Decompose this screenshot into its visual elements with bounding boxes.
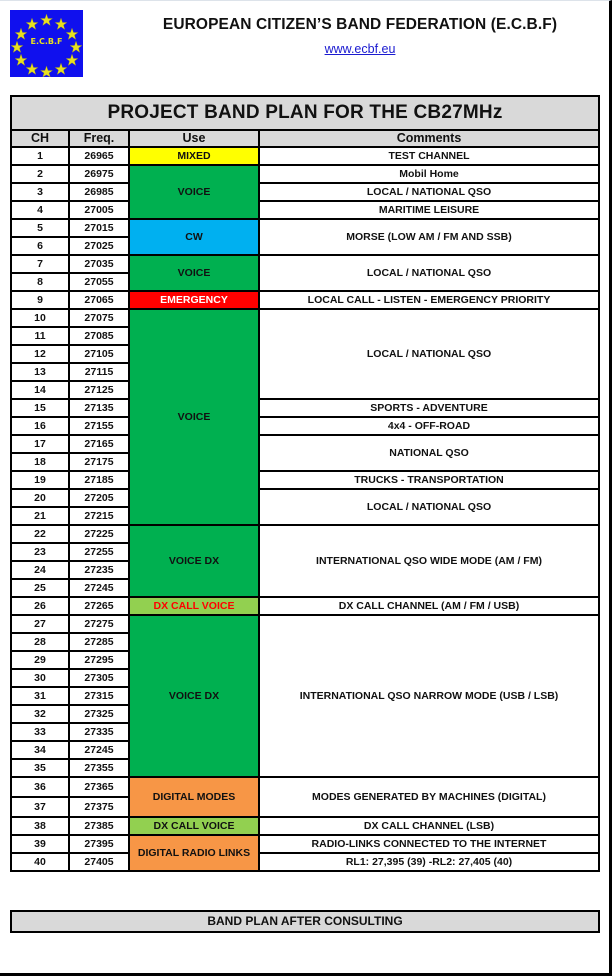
comment-cell: INTERNATIONAL QSO NARROW MODE (USB / LSB) [259, 615, 599, 777]
frequency-cell: 27175 [69, 453, 129, 471]
frequency-cell: 27305 [69, 669, 129, 687]
column-header-ch: CH [11, 130, 69, 147]
column-header-comments: Comments [259, 130, 599, 147]
comment-cell: LOCAL / NATIONAL QSO [259, 489, 599, 525]
channel-cell: 9 [11, 291, 69, 309]
frequency-cell: 27085 [69, 327, 129, 345]
frequency-cell: 27205 [69, 489, 129, 507]
comment-cell: SPORTS - ADVENTURE [259, 399, 599, 417]
table-row [11, 291, 599, 309]
frequency-cell: 27185 [69, 471, 129, 489]
table-title: PROJECT BAND PLAN FOR THE CB27MHz [11, 96, 599, 130]
frequency-cell: 27035 [69, 255, 129, 273]
frequency-cell: 27395 [69, 835, 129, 853]
table-row [11, 147, 599, 165]
comment-cell: MORSE (LOW AM / FM AND SSB) [259, 219, 599, 255]
use-cell: CW [129, 219, 259, 255]
channel-cell: 23 [11, 543, 69, 561]
table-row [11, 435, 599, 453]
frequency-cell: 27275 [69, 615, 129, 633]
frequency-cell: 27155 [69, 417, 129, 435]
frequency-cell: 27375 [69, 797, 129, 817]
frequency-cell: 27285 [69, 633, 129, 651]
table-row [11, 777, 599, 797]
comment-cell: LOCAL CALL - LISTEN - EMERGENCY PRIORITY [259, 291, 599, 309]
table-row [11, 399, 599, 417]
frequency-cell: 27005 [69, 201, 129, 219]
channel-cell: 8 [11, 273, 69, 291]
table-row [11, 255, 599, 273]
use-cell: VOICE DX [129, 525, 259, 597]
comment-cell: 4x4 - OFF-ROAD [259, 417, 599, 435]
frequency-cell: 27225 [69, 525, 129, 543]
channel-cell: 22 [11, 525, 69, 543]
channel-cell: 37 [11, 797, 69, 817]
channel-cell: 11 [11, 327, 69, 345]
frequency-cell: 27265 [69, 597, 129, 615]
channel-cell: 7 [11, 255, 69, 273]
channel-cell: 16 [11, 417, 69, 435]
channel-cell: 17 [11, 435, 69, 453]
channel-cell: 26 [11, 597, 69, 615]
org-title: EUROPEAN CITIZEN’S BAND FEDERATION (E.C.B.F) [162, 16, 558, 33]
use-cell: DX CALL VOICE [129, 817, 259, 835]
channel-cell: 31 [11, 687, 69, 705]
frequency-cell: 27065 [69, 291, 129, 309]
channel-cell: 13 [11, 363, 69, 381]
comment-cell: NATIONAL QSO [259, 435, 599, 471]
table-row [11, 597, 599, 615]
column-header-freq: Freq. [69, 130, 129, 147]
frequency-cell: 27215 [69, 507, 129, 525]
frequency-cell: 27405 [69, 853, 129, 871]
table-header-row [11, 130, 599, 147]
table-row [11, 489, 599, 507]
frequency-cell: 27165 [69, 435, 129, 453]
frequency-cell: 27055 [69, 273, 129, 291]
table-row [11, 309, 599, 327]
comment-cell: LOCAL / NATIONAL QSO [259, 183, 599, 201]
table-row [11, 165, 599, 183]
use-cell: DX CALL VOICE [129, 597, 259, 615]
channel-cell: 32 [11, 705, 69, 723]
table-row [11, 525, 599, 543]
band-plan-table [10, 95, 600, 872]
channel-cell: 12 [11, 345, 69, 363]
channel-cell: 33 [11, 723, 69, 741]
frequency-cell: 27245 [69, 741, 129, 759]
channel-cell: 15 [11, 399, 69, 417]
frequency-cell: 27385 [69, 817, 129, 835]
table-row [11, 183, 599, 201]
frequency-cell: 27365 [69, 777, 129, 797]
channel-cell: 36 [11, 777, 69, 797]
channel-cell: 3 [11, 183, 69, 201]
channel-cell: 19 [11, 471, 69, 489]
channel-cell: 10 [11, 309, 69, 327]
column-header-use: Use [129, 130, 259, 147]
frequency-cell: 27135 [69, 399, 129, 417]
channel-cell: 35 [11, 759, 69, 777]
comment-cell: Mobil Home [259, 165, 599, 183]
comment-cell: LOCAL / NATIONAL QSO [259, 255, 599, 291]
frequency-cell: 26985 [69, 183, 129, 201]
table-row [11, 615, 599, 633]
channel-cell: 2 [11, 165, 69, 183]
table-row [11, 417, 599, 435]
frequency-cell: 27255 [69, 543, 129, 561]
frequency-cell: 27315 [69, 687, 129, 705]
frequency-cell: 27335 [69, 723, 129, 741]
comment-cell: MODES GENERATED BY MACHINES (DIGITAL) [259, 777, 599, 817]
channel-cell: 6 [11, 237, 69, 255]
channel-cell: 14 [11, 381, 69, 399]
table-row [11, 853, 599, 871]
website-link[interactable]: www.ecbf.eu [324, 42, 396, 56]
channel-cell: 28 [11, 633, 69, 651]
table-row [11, 835, 599, 853]
table-row [11, 201, 599, 219]
channel-cell: 39 [11, 835, 69, 853]
frequency-cell: 27295 [69, 651, 129, 669]
channel-cell: 40 [11, 853, 69, 871]
use-cell: VOICE DX [129, 615, 259, 777]
frequency-cell: 27025 [69, 237, 129, 255]
frequency-cell: 27015 [69, 219, 129, 237]
comment-cell: TEST CHANNEL [259, 147, 599, 165]
channel-cell: 24 [11, 561, 69, 579]
comment-cell: RADIO-LINKS CONNECTED TO THE INTERNET [259, 835, 599, 853]
channel-cell: 1 [11, 147, 69, 165]
frequency-cell: 27115 [69, 363, 129, 381]
table-row [11, 817, 599, 835]
channel-cell: 18 [11, 453, 69, 471]
channel-cell: 20 [11, 489, 69, 507]
frequency-cell: 27355 [69, 759, 129, 777]
comment-cell: RL1: 27,395 (39) -RL2: 27,405 (40) [259, 853, 599, 871]
frequency-cell: 27075 [69, 309, 129, 327]
frequency-cell: 26975 [69, 165, 129, 183]
table-row [11, 471, 599, 489]
channel-cell: 27 [11, 615, 69, 633]
footer-banner: BAND PLAN AFTER CONSULTING [10, 910, 600, 933]
comment-cell: LOCAL / NATIONAL QSO [259, 309, 599, 399]
channel-cell: 29 [11, 651, 69, 669]
frequency-cell: 27325 [69, 705, 129, 723]
channel-cell: 30 [11, 669, 69, 687]
frequency-cell: 26965 [69, 147, 129, 165]
frequency-cell: 27235 [69, 561, 129, 579]
comment-cell: TRUCKS - TRANSPORTATION [259, 471, 599, 489]
comment-cell: DX CALL CHANNEL (LSB) [259, 817, 599, 835]
use-cell: MIXED [129, 147, 259, 165]
use-cell: EMERGENCY [129, 291, 259, 309]
channel-cell: 25 [11, 579, 69, 597]
frequency-cell: 27245 [69, 579, 129, 597]
channel-cell: 38 [11, 817, 69, 835]
use-cell: VOICE [129, 255, 259, 291]
use-cell: DIGITAL RADIO LINKS [129, 835, 259, 871]
logo-text: E.C.B.F [30, 37, 63, 46]
channel-cell: 34 [11, 741, 69, 759]
use-cell: VOICE [129, 165, 259, 219]
comment-cell: INTERNATIONAL QSO WIDE MODE (AM / FM) [259, 525, 599, 597]
table-row [11, 219, 599, 237]
channel-cell: 4 [11, 201, 69, 219]
use-cell: DIGITAL MODES [129, 777, 259, 817]
channel-cell: 21 [11, 507, 69, 525]
frequency-cell: 27125 [69, 381, 129, 399]
table-title-row [11, 96, 599, 130]
channel-cell: 5 [11, 219, 69, 237]
comment-cell: MARITIME LEISURE [259, 201, 599, 219]
use-cell: VOICE [129, 309, 259, 525]
frequency-cell: 27105 [69, 345, 129, 363]
comment-cell: DX CALL CHANNEL (AM / FM / USB) [259, 597, 599, 615]
